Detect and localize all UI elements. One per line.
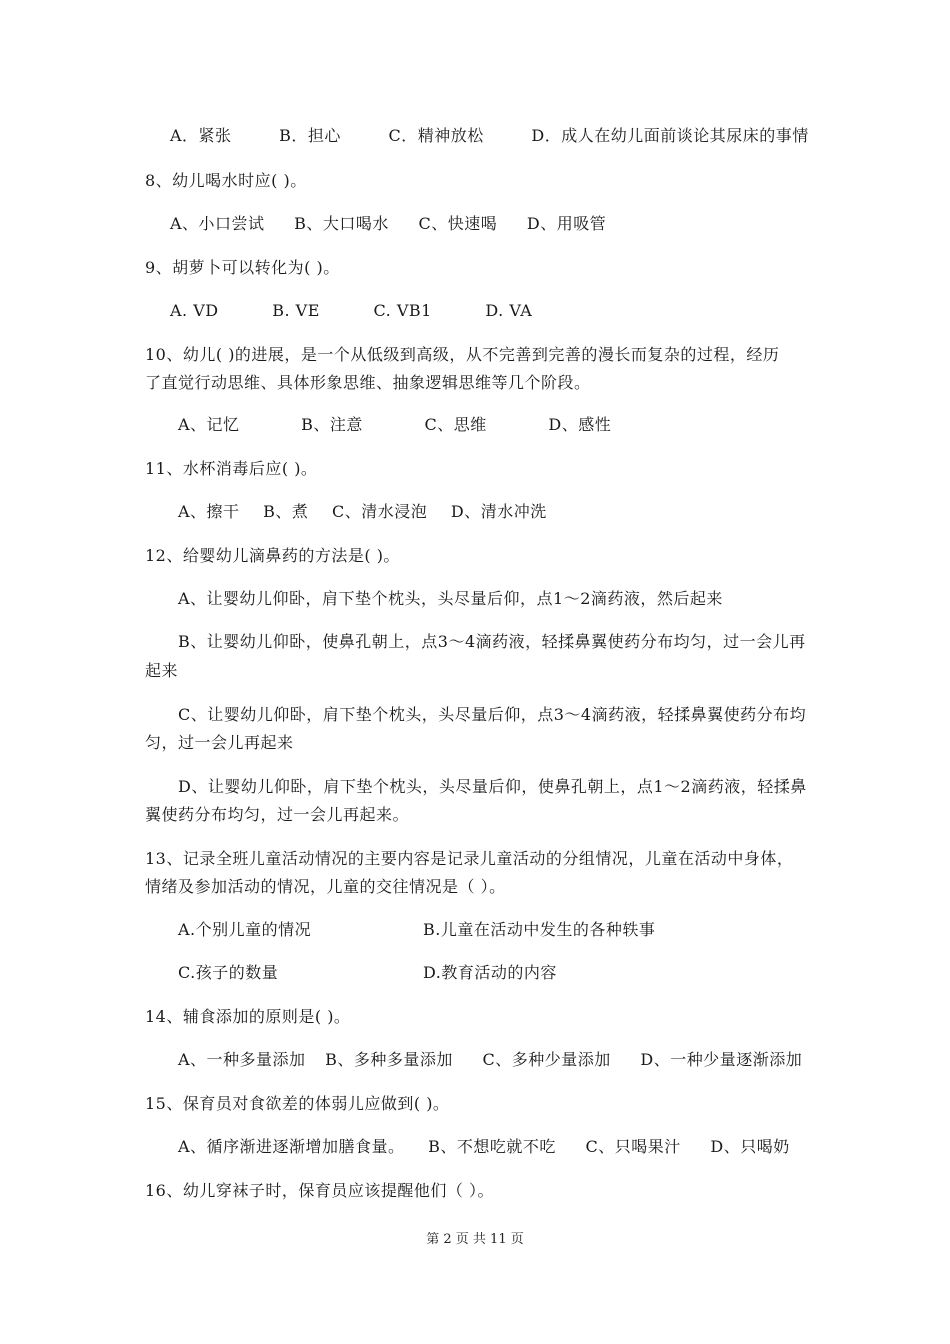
q8-option-d: D、用吸管: [526, 214, 607, 233]
q13-option-d: D.教育活动的内容: [423, 963, 557, 982]
q12-option-d-line1: D、让婴幼儿仰卧，肩下垫个枕头，头尽量后仰，使鼻孔朝上，点1～2滴药液，轻揉鼻: [178, 777, 807, 796]
q15-option-c: C、只喝果汁: [585, 1137, 681, 1156]
q13-stem-line2: 情绪及参加活动的情况，儿童的交往情况是（ ）。: [145, 877, 506, 896]
q15-option-b: B、不想吃就不吃: [428, 1137, 556, 1156]
q8-option-c: C、快速喝: [418, 214, 498, 233]
q7-option-d: D．成人在幼儿面前谈论其尿床的事情: [531, 126, 809, 145]
q12-option-b-line2: 起来: [145, 661, 179, 680]
q11-option-c: C、清水浸泡: [332, 502, 428, 521]
q15-stem: 15、保育员对食欲差的体弱儿应做到( )。: [145, 1094, 450, 1113]
q10-options: [178, 415, 641, 435]
q11-option-d: D、清水冲洗: [450, 502, 547, 521]
q9-option-d: D. VA: [485, 301, 533, 320]
q14-option-b: B、多种多量添加: [325, 1050, 453, 1069]
page-footer: 第 2 页 共 11 页: [426, 1232, 524, 1247]
q14-option-a: A、一种多量添加: [178, 1050, 306, 1069]
q10-stem-line2: 了直觉行动思维、具体形象思维、抽象逻辑思维等几个阶段。: [145, 373, 591, 392]
q11-option-a: A、擦干: [178, 502, 240, 521]
q9-stem: 9、胡萝卜可以转化为( )。: [145, 258, 340, 277]
q9-option-b: B. VE: [272, 301, 320, 320]
q13-option-a: A.个别儿童的情况: [178, 920, 312, 939]
q7-option-a: A．紧张: [170, 126, 232, 145]
q12-option-a: A、让婴幼儿仰卧，肩下垫个枕头，头尽量后仰，点1～2滴药液，然后起来: [178, 589, 723, 608]
q11-stem: 11、水杯消毒后应( )。: [145, 459, 318, 478]
q15-option-a: A、循序渐进逐渐增加膳食量。: [178, 1137, 405, 1156]
q10-option-a: A、记忆: [178, 415, 240, 434]
q9-options: [170, 301, 562, 321]
q12-option-c-line1: C、让婴幼儿仰卧，肩下垫个枕头，头尽量后仰，点3～4滴药液，轻揉鼻翼使药分布均: [178, 705, 807, 724]
q15-options: [178, 1137, 820, 1157]
q16-stem: 16、幼儿穿袜子时，保育员应该提醒他们（ ）。: [145, 1181, 494, 1200]
q10-option-b: B、注意: [301, 415, 363, 434]
q10-option-d: D、感性: [548, 415, 612, 434]
q12-option-c-line2: 匀，过一会儿再起来: [145, 733, 294, 752]
q10-stem-line1: 10、幼儿( )的进展，是一个从低级到高级，从不完善到完善的漫长而复杂的过程，经历: [145, 345, 780, 364]
q14-stem: 14、辅食添加的原则是( )。: [145, 1007, 351, 1026]
q14-options: [178, 1050, 832, 1070]
q8-options: [170, 214, 636, 234]
q8-option-b: B、大口喝水: [294, 214, 389, 233]
q12-stem: 12、给婴幼儿滴鼻药的方法是( )。: [145, 546, 400, 565]
q7-option-c: C．精神放松: [388, 126, 484, 145]
q13-option-b: B.儿童在活动中发生的各种轶事: [423, 920, 656, 939]
q14-option-c: C、多种少量添加: [482, 1050, 611, 1069]
q7-options: [170, 126, 839, 146]
q9-option-c: C. VB1: [373, 301, 432, 320]
q13-stem-line1: 13、记录全班儿童活动情况的主要内容是记录儿童活动的分组情况，儿童在活动中身体，: [145, 849, 794, 868]
q14-option-d: D、一种少量逐渐添加: [640, 1050, 803, 1069]
q8-option-a: A、小口尝试: [170, 214, 265, 233]
q7-option-b: B．担心: [279, 126, 341, 145]
q12-option-b-line1: B、让婴幼儿仰卧，使鼻孔朝上，点3～4滴药液，轻揉鼻翼使药分布均匀，过一会儿再: [178, 632, 806, 651]
q12-option-d-line2: 翼使药分布均匀，过一会儿再起来。: [145, 805, 410, 824]
q13-option-c: C.孩子的数量: [178, 963, 279, 982]
q11-option-b: B、煮: [263, 502, 309, 521]
q8-stem: 8、幼儿喝水时应( )。: [145, 171, 307, 190]
q15-option-d: D、只喝奶: [710, 1137, 790, 1156]
q11-options: [178, 502, 577, 522]
q10-option-c: C、思维: [424, 415, 487, 434]
q9-option-a: A. VD: [170, 301, 219, 320]
